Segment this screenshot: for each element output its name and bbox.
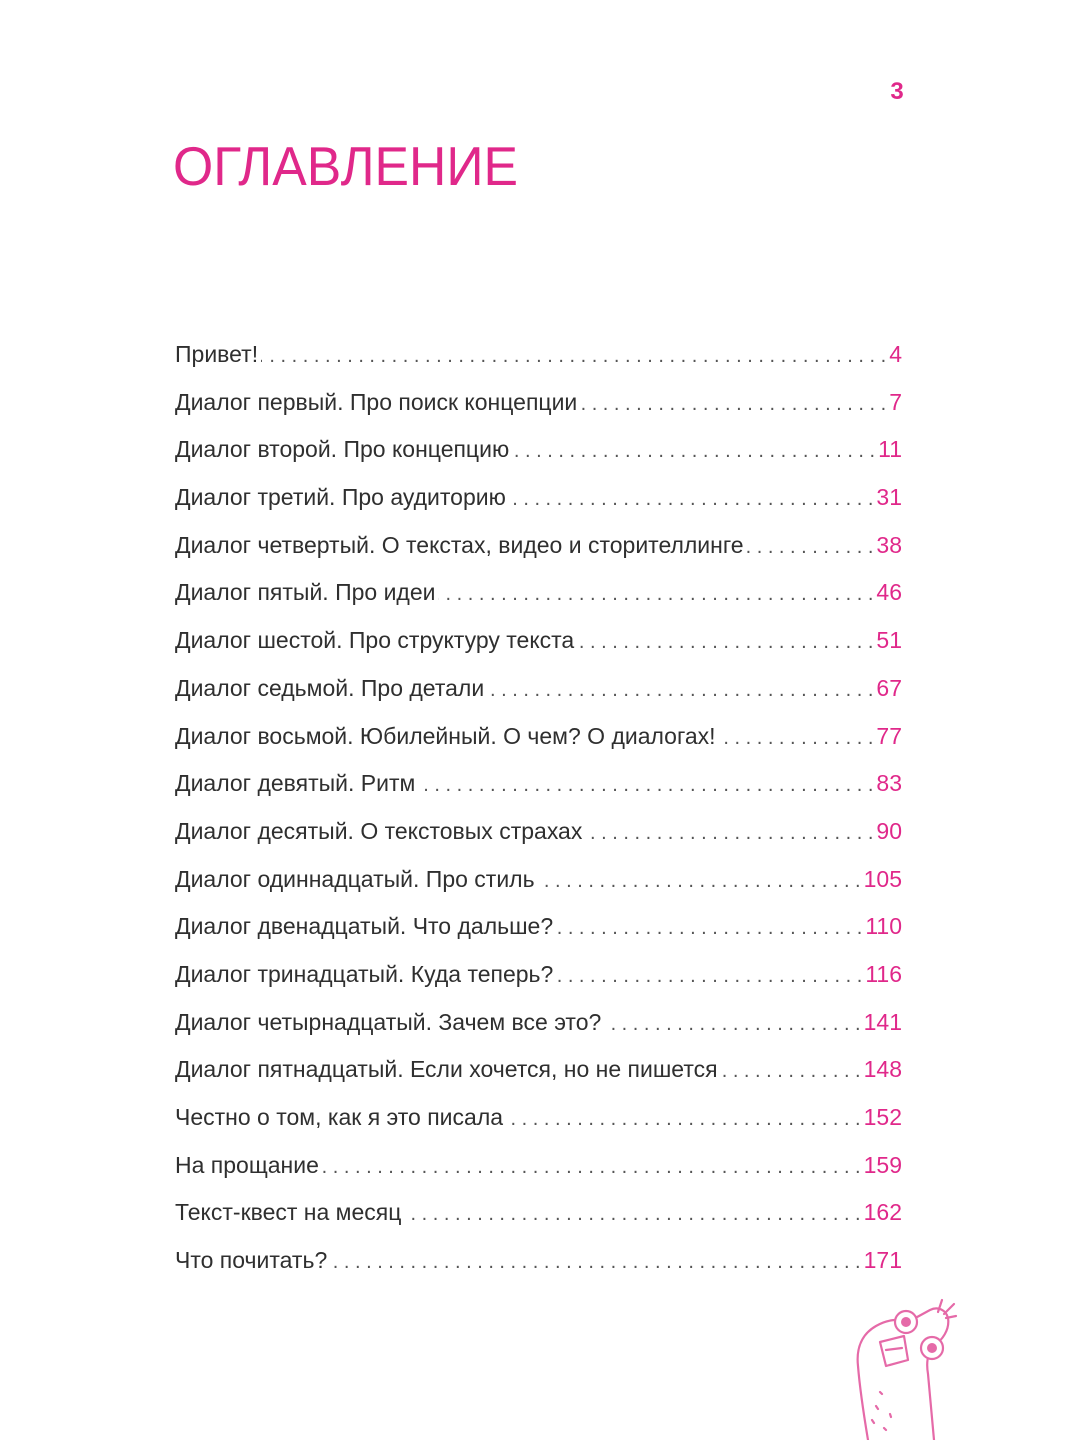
- toc-entry[interactable]: [175, 668, 902, 716]
- dot-leader: [556, 908, 862, 948]
- toc-entry-title: Диалог пятый. Про идеи: [175, 579, 436, 606]
- toc-entry[interactable]: [175, 763, 902, 811]
- toc-entry-title: Диалог девятый. Ритм: [175, 770, 416, 797]
- dot-leader: [487, 670, 873, 710]
- toc-entry[interactable]: [175, 1002, 902, 1050]
- toc-entry-page: 67: [876, 674, 902, 701]
- toc-entry-page: 110: [865, 913, 902, 940]
- toc-entry-page: 162: [863, 1199, 902, 1226]
- toc-entry-page: 116: [865, 960, 902, 987]
- toc-entry[interactable]: [175, 1145, 902, 1193]
- toc-entry-title: Текст-квест на месяц: [175, 1199, 402, 1226]
- toc-entry-page: 90: [876, 817, 902, 844]
- dot-leader: [438, 574, 873, 614]
- toc-entry[interactable]: [175, 859, 902, 907]
- toc-entry[interactable]: [175, 525, 902, 573]
- toc-entry-page: 77: [876, 722, 902, 749]
- toc-entry-title: Диалог пятнадцатый. Если хочется, но не пишется: [175, 1056, 718, 1083]
- toc-entry[interactable]: [175, 429, 902, 477]
- dot-leader: [322, 1147, 861, 1187]
- toc-entry-page: 31: [876, 484, 902, 511]
- dot-leader: [580, 384, 886, 424]
- toc-entry[interactable]: [175, 906, 902, 954]
- toc-entry-title: Диалог одиннадцатый. Про стиль: [175, 865, 535, 892]
- toc-entry-title: На прощание: [175, 1151, 319, 1178]
- dot-leader: [509, 479, 874, 519]
- toc-entry-title: Диалог двенадцатый. Что дальше?: [175, 913, 554, 940]
- toc-entry-page: 4: [889, 341, 902, 367]
- toc-entry-page: 7: [889, 388, 902, 415]
- toc-entry-page: 83: [876, 770, 902, 797]
- toc-entry-title: Диалог тринадцатый. Куда теперь?: [175, 960, 554, 987]
- toc-entry-page: 105: [863, 865, 902, 892]
- toc-entry[interactable]: [175, 382, 902, 430]
- toc-entry-page: 152: [863, 1104, 902, 1130]
- toc-entry-page: 141: [863, 1008, 902, 1035]
- toc-entry-title: Что почитать?: [175, 1247, 328, 1274]
- toc-entry[interactable]: [175, 477, 902, 525]
- dot-leader: [556, 956, 862, 996]
- dot-leader: [261, 336, 886, 376]
- table-of-contents: [175, 334, 902, 1288]
- dot-leader: [604, 1004, 860, 1044]
- toc-entry[interactable]: [175, 811, 902, 859]
- toc-entry-title: Честно о том, как я это писала: [175, 1104, 504, 1130]
- page-title: ОГЛАВЛЕНИЕ: [173, 135, 519, 197]
- toc-entry[interactable]: [175, 334, 902, 382]
- toc-entry-page: 11: [878, 436, 902, 463]
- toc-entry[interactable]: [175, 1049, 902, 1097]
- toc-entry-title: Диалог второй. Про концепцию: [175, 436, 510, 463]
- toc-entry-title: Диалог третий. Про аудиторию: [175, 484, 506, 511]
- toc-entry-title: Диалог четырнадцатый. Зачем все это?: [175, 1008, 602, 1035]
- dot-leader: [577, 622, 873, 662]
- toc-entry-page: 46: [876, 579, 902, 606]
- dot-leader: [719, 718, 874, 758]
- toc-entry-page: 171: [863, 1247, 902, 1274]
- toc-entry[interactable]: [175, 1097, 902, 1145]
- dot-leader: [404, 1194, 860, 1234]
- toc-entry[interactable]: [175, 572, 902, 620]
- dot-leader: [330, 1242, 860, 1282]
- dot-leader: [506, 1099, 861, 1139]
- dot-leader: [512, 431, 875, 471]
- toc-entry[interactable]: [175, 1192, 902, 1240]
- dot-leader: [747, 527, 874, 567]
- toc-entry[interactable]: [175, 1240, 902, 1288]
- dot-leader: [538, 861, 861, 901]
- toc-entry-title: Диалог седьмой. Про детали: [175, 674, 485, 701]
- toc-entry-title: Диалог четвертый. О текстах, видео и сторителлинге: [175, 531, 744, 558]
- toc-entry-title: Диалог первый. Про поиск концепции: [175, 388, 578, 415]
- toc-entry-page: 51: [876, 627, 902, 654]
- dot-leader: [585, 813, 873, 853]
- pink-creature-illustration-icon: [846, 1296, 966, 1440]
- toc-entry-title: Диалог восьмой. Юбилейный. О чем? О диалогах!: [175, 722, 716, 749]
- toc-entry[interactable]: [175, 716, 902, 764]
- dot-leader: [721, 1051, 861, 1091]
- toc-entry[interactable]: [175, 954, 902, 1002]
- toc-entry[interactable]: [175, 620, 902, 668]
- toc-entry-page: 38: [876, 531, 902, 558]
- toc-entry-title: Диалог шестой. Про структуру текста: [175, 627, 575, 654]
- toc-entry-page: 148: [863, 1056, 902, 1083]
- toc-entry-page: 159: [863, 1151, 902, 1178]
- toc-entry-title: Привет!: [175, 341, 259, 367]
- toc-entry-title: Диалог десятый. О текстовых страхах: [175, 817, 583, 844]
- page-number: 3: [890, 78, 904, 105]
- dot-leader: [418, 765, 873, 805]
